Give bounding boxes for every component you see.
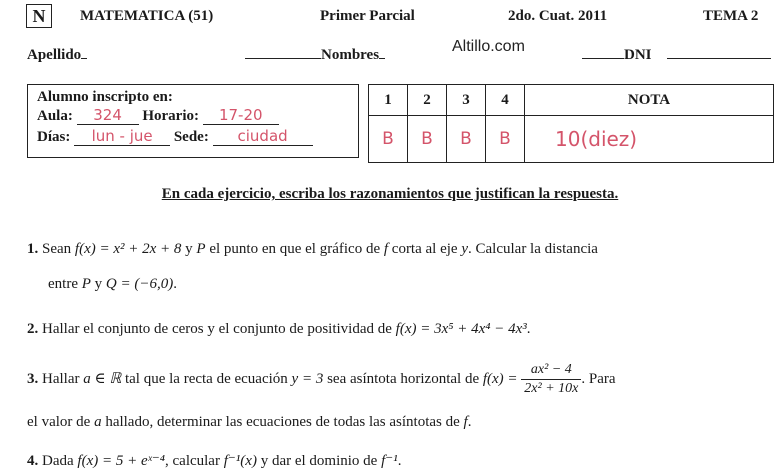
- question-4-number: 4.: [27, 453, 39, 469]
- dni-field[interactable]: [667, 47, 771, 64]
- q4-inverse: f⁻¹(x): [223, 453, 257, 469]
- question-2: [27, 321, 531, 338]
- q3-a-real: a ∈ ℝ: [83, 371, 122, 387]
- grade-col-4: 4: [486, 85, 525, 116]
- question-2-number: 2.: [27, 321, 39, 337]
- q4-inverse-domain: f⁻¹: [381, 453, 398, 469]
- exam-name: Primer Parcial: [320, 8, 415, 24]
- q1-text-7: y: [94, 276, 103, 292]
- q4-text-2: , calcular: [165, 453, 220, 469]
- surname-field[interactable]: [245, 47, 321, 64]
- exam-code-box: N: [26, 4, 52, 28]
- q4-text-1: Dada: [42, 453, 74, 469]
- q3-numerator: ax² − 4: [521, 361, 581, 380]
- sede-value: ciudad: [213, 127, 313, 146]
- q1-text-4: corta al eje: [391, 241, 458, 257]
- grade-value-2: B: [408, 116, 447, 163]
- q1-y: y: [461, 241, 468, 257]
- q4-function: f(x) = 5 + eˣ⁻⁴: [77, 453, 165, 469]
- q2-text-2: .: [526, 321, 531, 337]
- instruction-text: En cada ejercicio, escriba los razonamientos que justifican la respuesta.: [161, 186, 619, 202]
- q3-f: f: [463, 414, 468, 430]
- q1-text-8: .: [173, 276, 177, 292]
- q1-text-1: Sean: [42, 241, 72, 257]
- exam-term: 2do. Cuat. 2011: [508, 8, 608, 24]
- question-1-line-1: [27, 241, 598, 258]
- instruction-line: [0, 186, 780, 203]
- q1-text-5: . Calcular la distancia: [468, 241, 598, 257]
- question-3-line-1: [27, 357, 616, 401]
- horario-value: 17-20: [203, 106, 279, 125]
- grade-value-row: [369, 116, 774, 163]
- q1-point-p-2: P: [81, 276, 91, 292]
- q3-text-7: .: [467, 414, 472, 430]
- q4-text-4: .: [397, 453, 402, 469]
- q1-text-2: y: [185, 241, 193, 257]
- q3-text-1: Hallar: [42, 371, 80, 387]
- q3-f-lhs: f(x) =: [482, 371, 518, 387]
- q3-text-6: hallado, determinar las ecuaciones de todas las asíntotas de: [105, 414, 460, 430]
- aula-value: 324: [77, 106, 139, 125]
- names-label: Nombres: [321, 47, 385, 64]
- q3-fraction: [521, 361, 581, 398]
- grade-value-1: B: [369, 116, 408, 163]
- sede-label: Sede:: [173, 129, 209, 145]
- q3-text-2: tal que la recta de ecuación: [124, 371, 288, 387]
- q3-text-4: . Para: [581, 371, 616, 387]
- q1-point-p: P: [196, 241, 206, 257]
- q3-text-5: el valor de: [27, 414, 91, 430]
- q1-text-3: el punto en que el gráfico de: [209, 241, 381, 257]
- q2-text-1: Hallar el conjunto de ceros y el conjunto de positividad de: [42, 321, 392, 337]
- q3-denominator: 2x² + 10x: [524, 381, 579, 397]
- aula-horario-row: [37, 106, 279, 125]
- q1-function: f(x) = x² + 2x + 8: [74, 241, 182, 257]
- q3-text-3: sea asíntota horizontal de: [327, 371, 480, 387]
- dias-sede-row: [37, 127, 313, 146]
- question-1-number: 1.: [27, 241, 39, 257]
- dias-label: Días:: [37, 129, 71, 145]
- grade-value-3: B: [447, 116, 486, 163]
- q1-f: f: [383, 241, 389, 257]
- question-3-line-2: [27, 414, 471, 431]
- question-3-number: 3.: [27, 371, 39, 387]
- watermark-text: Altillo.com: [452, 38, 525, 55]
- q3-a: a: [94, 414, 102, 430]
- question-1-line-2: [48, 276, 177, 293]
- aula-label: Aula:: [37, 108, 73, 124]
- subject-title: MATEMATICA (51): [80, 8, 214, 24]
- dni-label: DNI: [582, 47, 652, 64]
- q1-text-6: entre: [48, 276, 78, 292]
- grade-col-3: 3: [447, 85, 486, 116]
- grade-table: [368, 84, 774, 163]
- student-enrollment-box: [27, 84, 359, 158]
- q3-asymptote: y = 3: [291, 371, 324, 387]
- nota-value: 10(diez): [525, 116, 774, 163]
- q4-text-3: y dar el dominio de: [260, 453, 378, 469]
- grade-col-2: 2: [408, 85, 447, 116]
- q2-function: f(x) = 3x⁵ + 4x⁴ − 4x³: [395, 321, 527, 337]
- nota-header: NOTA: [525, 85, 774, 116]
- grade-header-row: [369, 85, 774, 116]
- dias-value: lun - jue: [74, 127, 170, 146]
- q1-point-q: Q = (−6,0): [105, 276, 174, 292]
- question-4: [27, 451, 401, 470]
- surname-label: Apellido: [27, 47, 87, 64]
- enrollment-title: Alumno inscripto en:: [37, 89, 173, 105]
- grade-value-4: B: [486, 116, 525, 163]
- horario-label: Horario:: [142, 108, 199, 124]
- grade-col-1: 1: [369, 85, 408, 116]
- exam-theme: TEMA 2: [703, 8, 759, 24]
